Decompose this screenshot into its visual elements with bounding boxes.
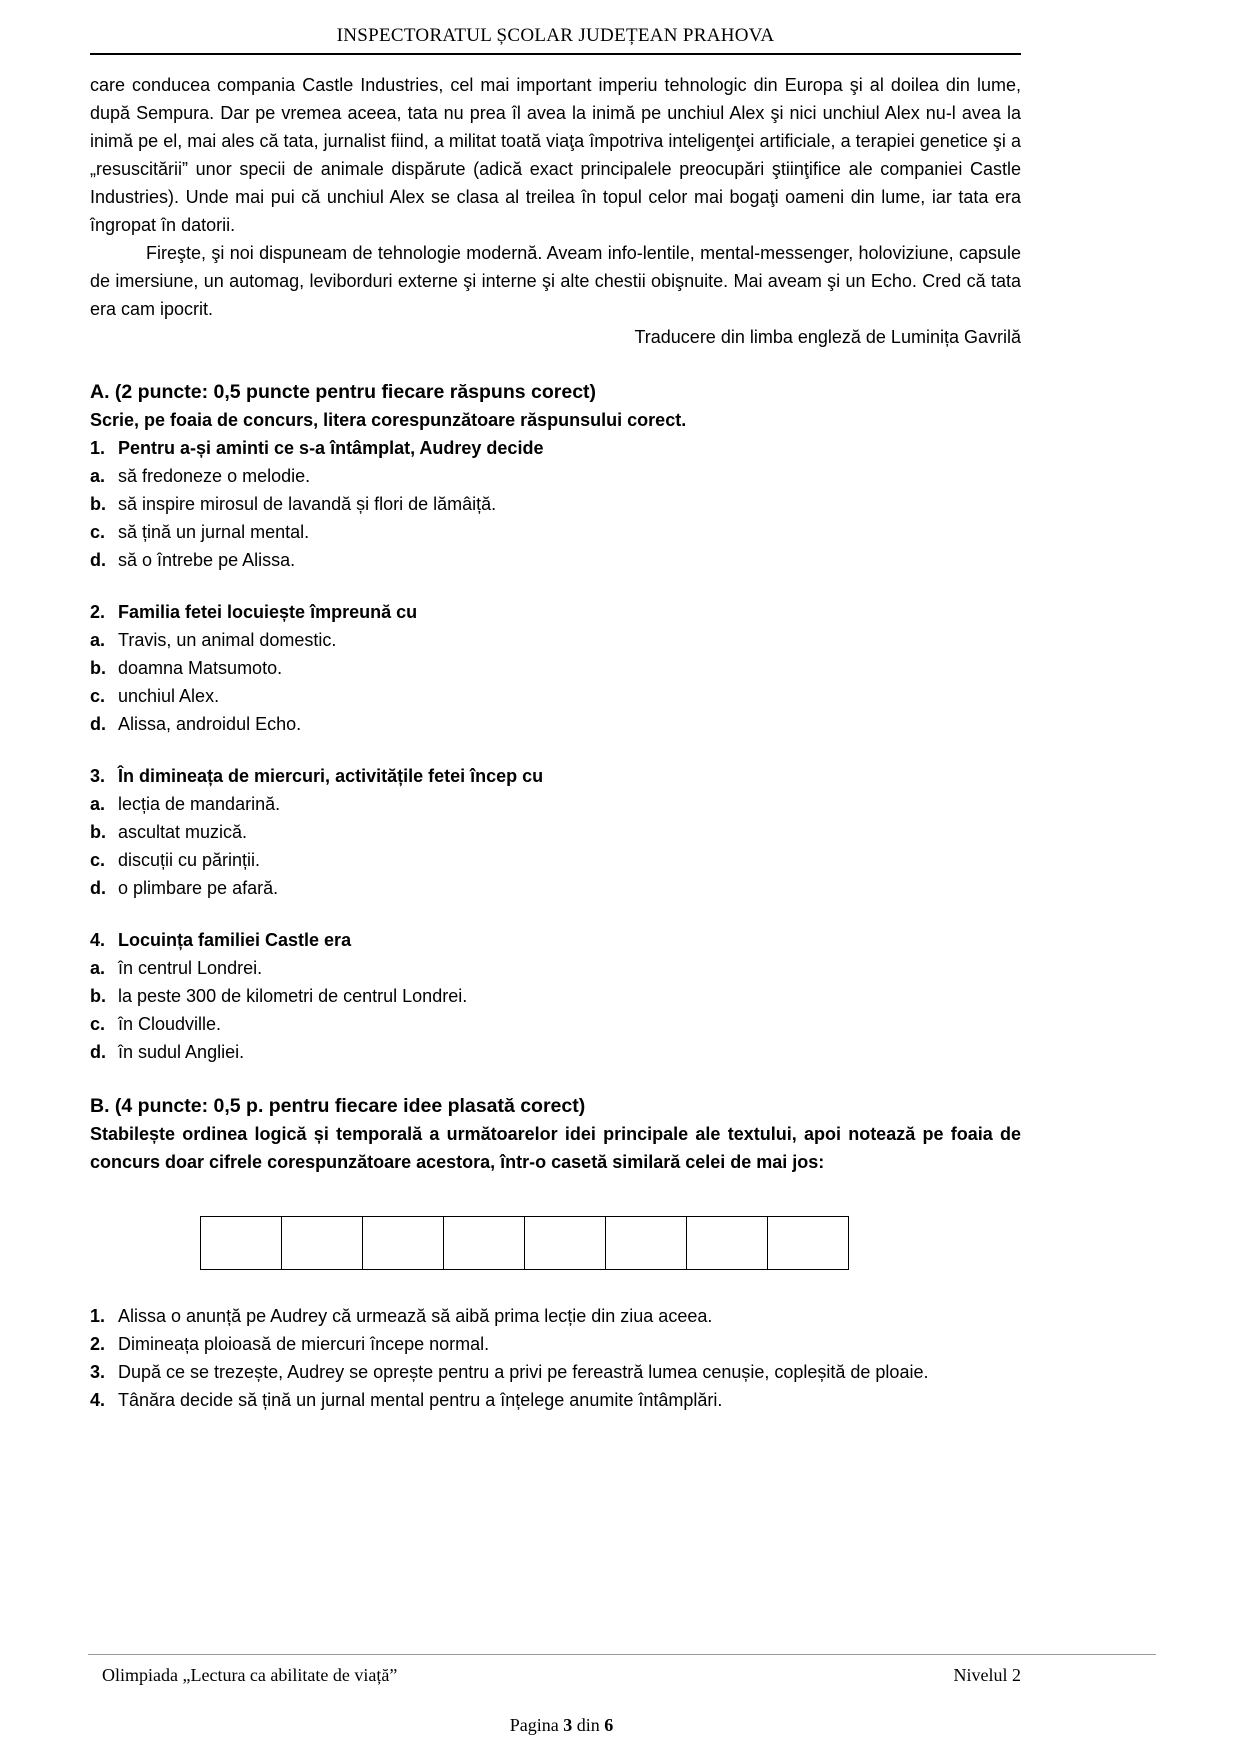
option-text: unchiul Alex.: [118, 686, 220, 706]
section-a: [90, 378, 1021, 1066]
excerpt-paragraph-1: care conducea compania Castle Industries, cel mai important imperiu tehnologic din Europa şi al doilea din lume, după Sempura. Dar pe vremea aceea, tata nu prea îl avea la inimă pe unchiul Alex şi nici unchiul Alex nu-l avea la inimă pe el, mai ales că tata, jurnalist fiind, a militat toată viaţa împotriva inteligenţei artificiale, a terapiei genetice şi a „resuscitării” unor specii de animale dispărute (adică exact principalele preocupări ştiinţifice ale companiei Castle Industries). Unde mai pui că unchiul Alex se clasa al treilea în topul celor mai bogaţi oameni din lume, iar tata era îngropat în datorii.: [90, 75, 1021, 235]
option-letter: c.: [90, 850, 106, 870]
option-text: în centrul Londrei.: [118, 958, 263, 978]
question-2-option-b: [90, 654, 1021, 682]
option-letter: a.: [90, 466, 106, 486]
option-letter: c.: [90, 686, 106, 706]
question-2: [90, 598, 1021, 738]
question-1: [90, 434, 1021, 574]
question-3-text: În dimineața de miercuri, activitățile fetei încep cu: [118, 766, 544, 786]
answer-box-cell-3: [363, 1216, 444, 1270]
option-letter: d.: [90, 1042, 106, 1062]
question-2-number: 2.: [90, 602, 106, 622]
section-a-instruction: Scrie, pe foaia de concurs, litera corespunzătoare răspunsului corect.: [90, 410, 687, 430]
option-letter: a.: [90, 630, 106, 650]
answer-box-cell-6: [606, 1216, 687, 1270]
idea-2: [90, 1330, 1021, 1358]
question-3-title: [90, 762, 1021, 790]
option-letter: a.: [90, 794, 106, 814]
option-text: în sudul Angliei.: [118, 1042, 245, 1062]
option-text: să țină un jurnal mental.: [118, 522, 310, 542]
idea-4-number: 4.: [90, 1390, 106, 1410]
answer-box: [200, 1216, 1021, 1270]
question-4-option-c: [90, 1010, 1021, 1038]
question-1-option-c: [90, 518, 1021, 546]
page-footer: [88, 1654, 1156, 1738]
page-header-title: INSPECTORATUL ȘCOLAR JUDEȚEAN PRAHOVA: [336, 25, 775, 46]
idea-1-number: 1.: [90, 1306, 106, 1326]
option-letter: a.: [90, 958, 106, 978]
question-3-option-c: [90, 846, 1021, 874]
question-4-option-d: [90, 1038, 1021, 1066]
idea-4-text: Tânăra decide să țină un jurnal mental pentru a înțelege anumite întâmplări.: [118, 1390, 723, 1410]
option-text: Alissa, androidul Echo.: [118, 714, 302, 734]
option-text: să fredoneze o melodie.: [118, 466, 311, 486]
option-letter: b.: [90, 822, 106, 842]
idea-4: [90, 1386, 1021, 1414]
option-letter: d.: [90, 878, 106, 898]
question-4-number: 4.: [90, 930, 106, 950]
footer-inner: [88, 1662, 1156, 1738]
answer-box-cell-7: [687, 1216, 768, 1270]
footer-olympiad-title: Olimpiada „Lectura ca abilitate de viață”: [102, 1665, 398, 1685]
option-text: doamna Matsumoto.: [118, 658, 283, 678]
option-text: Travis, un animal domestic.: [118, 630, 337, 650]
option-text: lecția de mandarină.: [118, 794, 281, 814]
idea-1: [90, 1302, 1021, 1330]
option-letter: c.: [90, 522, 106, 542]
question-1-option-b: [90, 490, 1021, 518]
option-letter: c.: [90, 1014, 106, 1034]
translation-credit: Traducere din limba engleză de Luminița Gavrilă: [634, 327, 1021, 347]
idea-3-text: După ce se trezește, Audrey se oprește pentru a privi pe fereastră lumea cenușie, copleșită de ploaie.: [118, 1362, 929, 1382]
idea-3: [90, 1358, 1021, 1386]
option-text: să inspire mirosul de lavandă și flori de lămâiță.: [118, 494, 497, 514]
question-4: [90, 926, 1021, 1066]
answer-box-cell-2: [282, 1216, 363, 1270]
option-letter: b.: [90, 986, 106, 1006]
option-text: ascultat muzică.: [118, 822, 248, 842]
question-4-option-a: [90, 954, 1021, 982]
question-1-number: 1.: [90, 438, 106, 458]
question-2-option-d: [90, 710, 1021, 738]
question-1-title: [90, 434, 1021, 462]
excerpt-paragraph-2: Fireşte, şi noi dispuneam de tehnologie modernă. Aveam info-lentile, mental-messenger, holoviziune, capsule de imersiune, un automag, leviborduri externe şi interne şi alte chestii obişnuite. Mai aveam şi un Echo. Cred că tata era cam ipocrit.: [90, 243, 1021, 319]
idea-1-text: Alissa o anunță pe Audrey că urmează să aibă prima lecție din ziua aceea.: [118, 1306, 713, 1326]
ideas-list: [90, 1302, 1021, 1414]
page-number-current: 3: [563, 1715, 573, 1735]
question-4-title: [90, 926, 1021, 954]
idea-3-number: 3.: [90, 1362, 106, 1382]
section-a-heading: A. (2 puncte: 0,5 puncte pentru fiecare răspuns corect): [90, 381, 597, 403]
option-text: o plimbare pe afară.: [118, 878, 279, 898]
question-3-number: 3.: [90, 766, 106, 786]
option-text: în Cloudville.: [118, 1014, 222, 1034]
page-header: [90, 24, 1021, 55]
idea-2-text: Dimineața ploioasă de miercuri începe normal.: [118, 1334, 490, 1354]
option-letter: d.: [90, 714, 106, 734]
footer-level: Nivelul 2: [953, 1665, 1021, 1685]
question-2-text: Familia fetei locuiește împreună cu: [118, 602, 418, 622]
option-letter: b.: [90, 658, 106, 678]
question-2-title: [90, 598, 1021, 626]
option-letter: d.: [90, 550, 106, 570]
option-text: discuții cu părinții.: [118, 850, 261, 870]
page-number-total: 6: [604, 1715, 614, 1735]
question-3-option-a: [90, 790, 1021, 818]
header-rule: [90, 48, 1021, 55]
question-2-option-a: [90, 626, 1021, 654]
page-number-prefix: Pagina: [509, 1715, 559, 1735]
section-b-instruction: Stabilește ordinea logică și temporală a următoarelor idei principale ale textului, apoi notează pe foaia de concurs doar cifrele corespunzătoare acestora, într-o casetă similară celei de mai jos:: [90, 1124, 1021, 1172]
footer-rule: [88, 1654, 1156, 1655]
question-4-text: Locuința familiei Castle era: [118, 930, 352, 950]
idea-2-number: 2.: [90, 1334, 106, 1354]
answer-box-cell-4: [444, 1216, 525, 1270]
answer-box-cell-5: [525, 1216, 606, 1270]
section-b-heading: B. (4 puncte: 0,5 p. pentru fiecare idee plasată corect): [90, 1095, 586, 1117]
answer-box-cell-1: [200, 1216, 282, 1270]
question-3-option-b: [90, 818, 1021, 846]
option-text: la peste 300 de kilometri de centrul Londrei.: [118, 986, 468, 1006]
question-1-option-d: [90, 546, 1021, 574]
page-number-line: [102, 1712, 1021, 1738]
section-b: [90, 1092, 1021, 1414]
question-4-option-b: [90, 982, 1021, 1010]
page-number-separator: din: [576, 1715, 600, 1735]
answer-box-cell-8: [768, 1216, 849, 1270]
question-1-option-a: [90, 462, 1021, 490]
footer-row: [102, 1662, 1021, 1688]
question-2-option-c: [90, 682, 1021, 710]
question-3-option-d: [90, 874, 1021, 902]
option-text: să o întrebe pe Alissa.: [118, 550, 296, 570]
question-3: [90, 762, 1021, 902]
option-letter: b.: [90, 494, 106, 514]
question-1-text: Pentru a-și aminti ce s-a întâmplat, Audrey decide: [118, 438, 544, 458]
